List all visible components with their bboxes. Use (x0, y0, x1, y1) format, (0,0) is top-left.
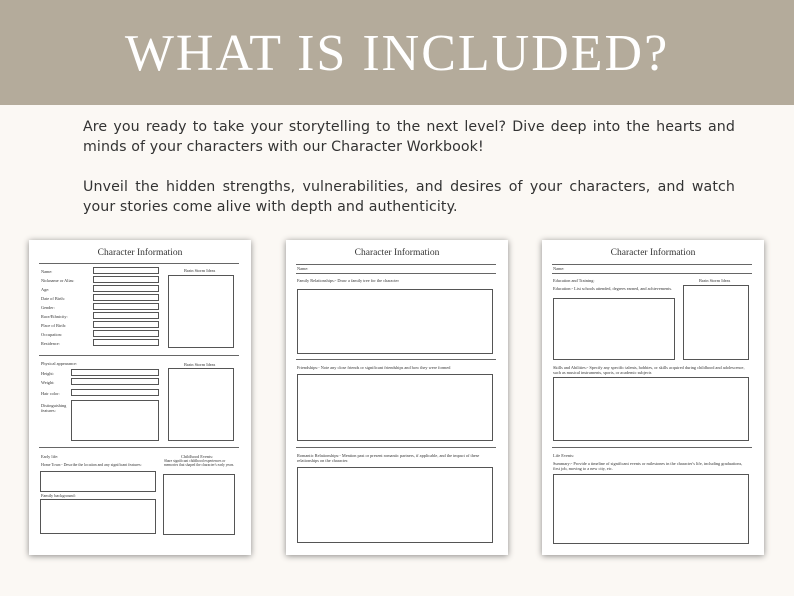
education-label: Education and Training: (553, 278, 595, 283)
childhood-desc: Share significant childhood experiences or memories that shaped the character's early years. (164, 459, 235, 467)
divider (296, 447, 496, 448)
hometown-box[interactable] (40, 471, 156, 492)
life-events-label: Life Events: (553, 453, 575, 458)
distinguishing-box[interactable] (71, 400, 159, 441)
divider (296, 273, 496, 274)
childhood-box[interactable] (163, 474, 235, 535)
workbook-page-2 (286, 240, 508, 555)
gender-field[interactable] (93, 303, 159, 310)
dob-field[interactable] (93, 294, 159, 301)
field-label: Date of Birth: (41, 296, 65, 301)
workbook-page-1 (29, 240, 251, 555)
height-field[interactable] (71, 369, 159, 376)
divider (296, 359, 496, 360)
birthplace-field[interactable] (93, 321, 159, 328)
romantic-box[interactable] (297, 467, 493, 543)
field-label: Name: (41, 269, 53, 274)
field-label: Height: (41, 371, 54, 376)
education-desc: Education:- List schools attended, degrees earned, and achievements. (553, 286, 673, 291)
race-field[interactable] (93, 312, 159, 319)
intro-text (83, 117, 735, 237)
family-relationships-label: Family Relationships:- Draw a family tree for the character (297, 278, 399, 283)
nickname-field[interactable] (93, 276, 159, 283)
field-label: Occupation: (41, 332, 62, 337)
childhood-title: Childhood Events: (181, 454, 214, 459)
skills-box[interactable] (553, 377, 749, 441)
brainstorm-label: Brain Storm Ideas (184, 268, 216, 273)
family-tree-box[interactable] (297, 289, 493, 354)
field-label: Weight: (41, 380, 55, 385)
field-label: Race/Ethnicity: (41, 314, 68, 319)
divider (39, 355, 239, 356)
page-title: WHAT IS INCLUDED? (124, 25, 670, 82)
brainstorm-label: Brain Storm Ideas (184, 362, 216, 367)
divider (552, 264, 752, 265)
divider (552, 273, 752, 274)
residence-field[interactable] (93, 339, 159, 346)
divider (39, 447, 239, 448)
name-field[interactable] (93, 267, 159, 274)
field-label: Residence: (41, 341, 60, 346)
name-label: Name: (297, 266, 309, 271)
physical-label: Physical appearance: (41, 361, 78, 366)
field-label: Hair color: (41, 391, 60, 396)
family-background-label: Family background: (41, 493, 76, 498)
age-field[interactable] (93, 285, 159, 292)
distinguishing-label: Distinguishing features: (41, 403, 67, 413)
intro-paragraph-1: Are you ready to take your storytelling to the next level? Dive deep into the hearts and minds of your characters with our Character Workbook! (83, 119, 735, 155)
brainstorm-box[interactable] (168, 275, 234, 348)
page-1-title: Character Information (97, 248, 183, 258)
occupation-field[interactable] (93, 330, 159, 337)
brainstorm-box[interactable] (168, 368, 234, 441)
divider (552, 447, 752, 448)
skills-label: Skills and Abilities:- Specify any specific talents, hobbies, or skills acquired during childhood and adolescence, such as musical instruments, sports, or academic subjects (553, 365, 745, 375)
friendships-label: Friendships:- Note any close friends or significant friendships and how they were formed (297, 365, 451, 370)
divider (39, 263, 239, 264)
page-3-title: Character Information (610, 248, 696, 258)
page-2-title: Character Information (354, 248, 440, 258)
life-events-box[interactable] (553, 474, 749, 544)
summary-label: Summary:- Provide a timeline of significant events or milestones in the character's life, including graduations, first job, moving to a new city, etc. (553, 461, 743, 471)
family-background-box[interactable] (40, 499, 156, 534)
weight-field[interactable] (71, 378, 159, 385)
workbook-page-3 (542, 240, 764, 555)
education-box[interactable] (553, 298, 675, 360)
romantic-label: Romantic Relationships:- Mention past or present romantic partners, if applicable, and the impact of these relationships on the character. (297, 453, 480, 463)
header-banner (0, 0, 794, 105)
field-label: Gender: (41, 305, 55, 310)
divider (296, 264, 496, 265)
brainstorm-box[interactable] (683, 285, 749, 360)
brainstorm-label: Brain Storm Ideas (699, 278, 731, 283)
hometown-label: Home Town:- Describe the location and any significant features: (41, 463, 142, 467)
intro-paragraph-2: Unveil the hidden strengths, vulnerabilities, and desires of your characters, and watch your stories come alive with depth and authenticity. (83, 179, 735, 215)
field-label: Age: (41, 287, 50, 292)
hair-color-field[interactable] (71, 389, 159, 396)
early-life-label: Early life: (41, 454, 59, 459)
friendships-box[interactable] (297, 374, 493, 441)
field-label: Place of Birth: (41, 323, 67, 328)
field-label: Nickname or Alias: (41, 278, 75, 283)
name-label: Name: (553, 266, 565, 271)
